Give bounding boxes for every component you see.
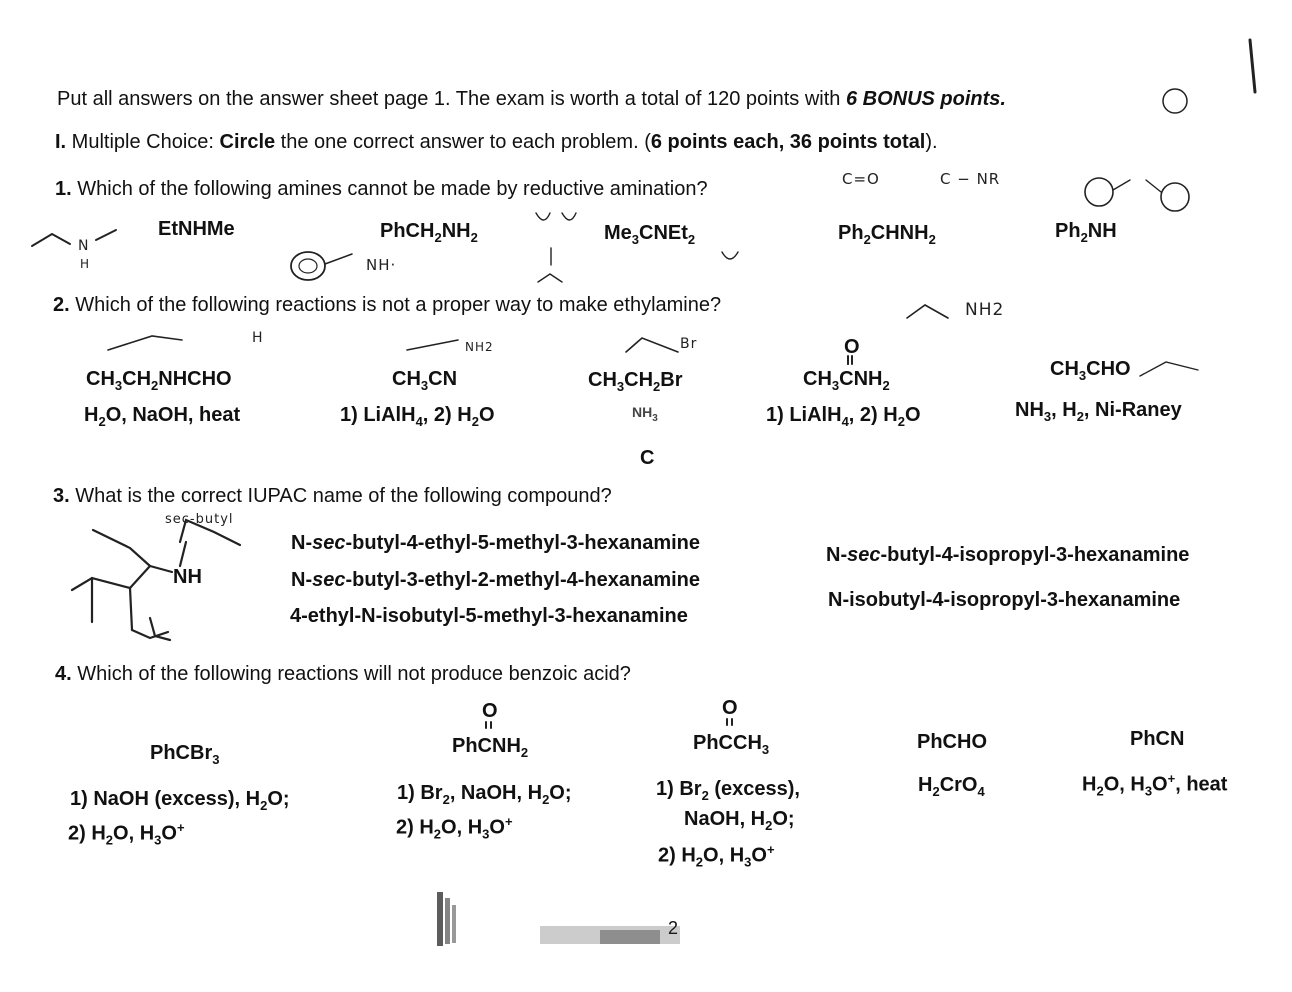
section-number: I. — [55, 131, 67, 153]
q4-option-b-reagent-2: 2) $H_2O$, $H_3O^+$ — [396, 814, 513, 842]
q3-compound-structure — [72, 520, 240, 640]
q3-option-b: N-sec-butyl-3-ethyl-2-methyl-4-hexanamine — [291, 569, 700, 591]
question-3-text: What is the correct IUPAC name of the following compound? — [69, 485, 612, 507]
q4-option-a-reagent-2: 2) $H_2O$, $H_3O^+$ — [68, 820, 185, 848]
q3-structure-nh: NH — [173, 566, 202, 588]
q2-option-e-reagent: $NH_3$, $H_2$, Ni-Raney — [1015, 399, 1182, 424]
scan-artifacts — [437, 892, 680, 946]
q3-option-c: 4-ethyl-N-isobutyl-5-methyl-3-hexanamine — [290, 605, 688, 627]
q1-handwriting-imine: C − NR — [940, 170, 1001, 188]
q3-handwriting: sec-butyl — [165, 512, 234, 527]
q3-option-a: N-sec-butyl-4-ethyl-5-methyl-3-hexanamine — [291, 532, 700, 554]
margin-mark — [1250, 40, 1255, 92]
question-2-text: Which of the following reactions is not a proper way to make ethylamine? — [69, 294, 722, 316]
q2-handwriting-nh2: NH2 — [465, 340, 494, 354]
q2-option-c-substrate: $CH_3CH_2Br$ — [588, 369, 683, 394]
q4-option-e-substrate: PhCN — [1130, 728, 1185, 750]
q4-option-c-carbonyl-o: O — [722, 697, 738, 719]
q1-diphenylamine-ring-2 — [1161, 183, 1189, 211]
q4-option-c-reagent-1: 1) $Br_2$ (excess), — [656, 778, 800, 803]
smiley-icon — [1163, 89, 1187, 113]
question-4-number: 4. — [55, 663, 72, 685]
question-4-text: Which of the following reactions will not produce benzoic acid? — [71, 663, 631, 685]
q4-option-c-substrate: PhCCH$_3$ — [693, 732, 770, 757]
q1-structure-a — [32, 234, 70, 246]
q2-option-b-reagent: 1) LiAlH$_4$, 2) $H_2O$ — [340, 404, 495, 429]
bonus-points: 6 BONUS points. — [845, 88, 1006, 110]
svg-text:H: H — [80, 257, 90, 271]
q1-option-b: $PhCH_2NH_2$ — [380, 220, 478, 245]
q2-option-b-substrate: $CH_3CN$ — [392, 368, 458, 393]
q1-option-c: $Me_3CNEt_2$ — [604, 222, 696, 247]
q1-diphenylamine-ring-1 — [1085, 178, 1113, 206]
q2-option-e-substrate: $CH_3CHO$ — [1050, 358, 1131, 383]
page-number: 2 — [668, 918, 679, 938]
q4-option-c-reagent-3: 2) $H_2O$, $H_3O^+$ — [658, 842, 775, 870]
section-title: Multiple Choice: — [66, 131, 220, 153]
q1-option-d: $Ph_2CHNH_2$ — [838, 222, 936, 247]
q3-option-e: N-isobutyl-4-isopropyl-3-hexanamine — [828, 589, 1181, 611]
section-points: 6 points each, 36 points total — [650, 131, 926, 153]
q4-option-d-reagent: $H_2CrO_4$ — [918, 774, 985, 799]
section-instructions: the one correct answer to each problem. ( — [275, 131, 651, 153]
question-2-number: 2. — [53, 294, 70, 316]
q4-option-b-carbonyl-o: O — [482, 700, 498, 722]
question-1-number: 1. — [55, 178, 72, 200]
q3-option-d: N-sec-butyl-4-isopropyl-3-hexanamine — [826, 544, 1190, 566]
svg-text:N: N — [78, 238, 89, 254]
q2-handwriting-h: H — [252, 330, 264, 346]
q2-option-a-substrate: $CH_3CH_2NHCHO$ — [86, 368, 232, 393]
q1-option-a: EtNHMe — [158, 218, 235, 240]
q2-answer-letter: C — [640, 447, 655, 469]
question-3-number: 3. — [53, 485, 70, 507]
q2-option-d-substrate: $CH_3CNH_2$ — [803, 368, 890, 393]
q2-option-c-reagent: $NH_3$ — [632, 404, 658, 424]
q1-option-e: $Ph_2NH$ — [1055, 220, 1117, 245]
q4-option-b-substrate: PhCNH$_2$ — [452, 735, 529, 760]
q4-option-b-reagent-1: 1) $Br_2$, NaOH, $H_2O$; — [397, 782, 572, 807]
q4-option-e-reagent: $H_2O$, $H_3O^+$, heat — [1082, 771, 1228, 799]
q1-handwriting-carbonyl: C=O — [842, 170, 880, 188]
q4-option-a-substrate: PhCBr$_3$ — [150, 742, 220, 767]
q4-option-c-reagent-2: NaOH, $H_2O$; — [684, 808, 795, 833]
q2-option-a-reagent: $H_2O$, NaOH, heat — [84, 404, 241, 429]
question-1-text: Which of the following amines cannot be made by reductive amination? — [71, 178, 708, 200]
section-close: ). — [925, 131, 938, 153]
q2-handwriting-br: Br — [680, 336, 698, 352]
instructions-text: Put all answers on the answer sheet page 1. The exam is worth a total of 120 points with — [57, 88, 846, 110]
q4-option-a-reagent-1: 1) NaOH (excess), $H_2O$; — [70, 788, 290, 813]
q1-benzene-ring — [291, 252, 325, 280]
circle-word: Circle — [219, 131, 276, 153]
q2-handwriting-nh2-top: NH2 — [965, 300, 1005, 320]
q2-option-d-reagent: 1) LiAlH$_4$, 2) $H_2O$ — [766, 404, 921, 429]
q4-option-d-substrate: PhCHO — [917, 731, 987, 753]
q1-handwriting-nh: NH· — [366, 256, 397, 274]
q2-carbonyl-o: O — [844, 336, 860, 358]
